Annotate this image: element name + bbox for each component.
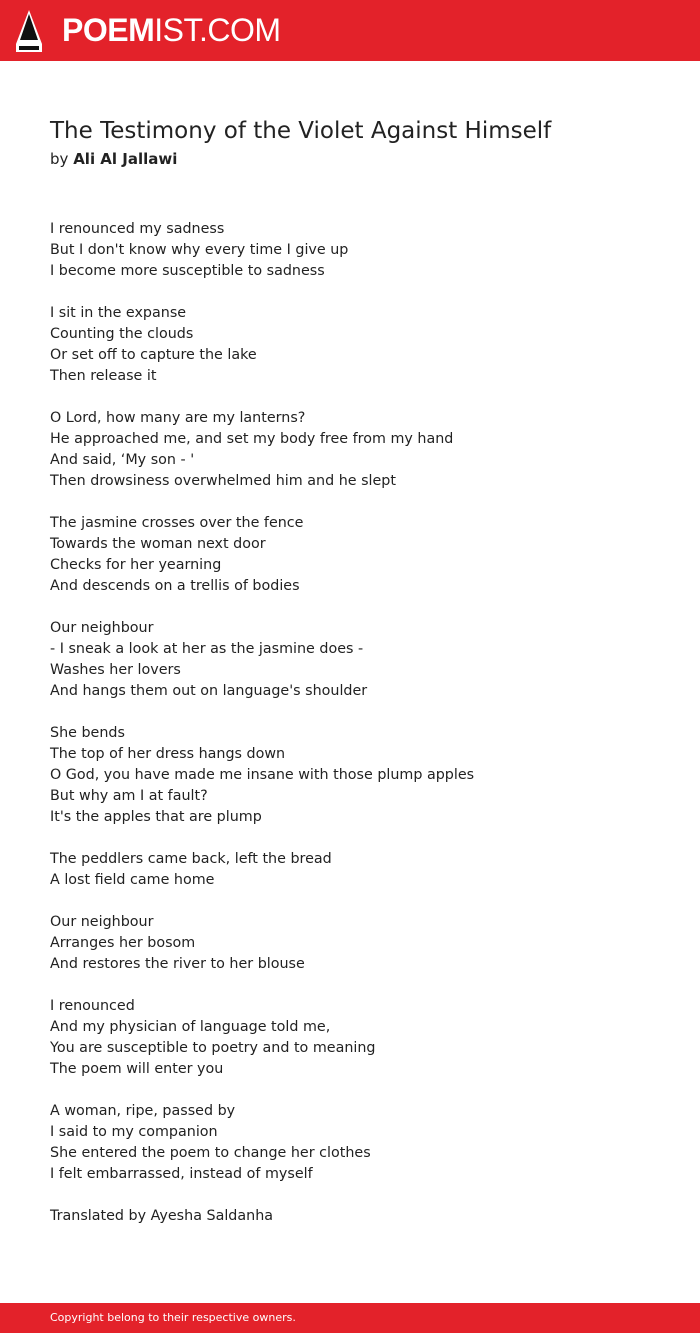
poem-line: The top of her dress hangs down xyxy=(50,746,286,762)
poem-line: And descends on a trellis of bodies xyxy=(50,578,300,594)
poem-line: And my physician of language told me, xyxy=(50,1019,331,1035)
poem-line: The jasmine crosses over the fence xyxy=(50,515,304,531)
poem-line: The peddlers came back, left the bread xyxy=(50,851,332,867)
translator-note: Translated by Ayesha Saldanha xyxy=(50,1208,274,1224)
poem-line: It's the apples that are plump xyxy=(50,809,262,825)
poem-line: She bends xyxy=(50,725,125,741)
poem-line: Arranges her bosom xyxy=(50,935,196,951)
poem-line: Our neighbour xyxy=(50,620,154,636)
stanza xyxy=(50,912,660,975)
poem-line: Checks for her yearning xyxy=(50,557,222,573)
poem-line: I renounced xyxy=(50,998,135,1014)
poem-line: Or set off to capture the lake xyxy=(50,347,257,363)
poem-line: O God, you have made me insane with those plump apples xyxy=(50,767,475,783)
stanza-list xyxy=(50,219,660,1185)
copyright-text: Copyright belong to their respective owners. xyxy=(50,1311,296,1324)
pencil-icon[interactable] xyxy=(16,10,42,52)
poem-line: A woman, ripe, passed by xyxy=(50,1103,236,1119)
poem-line: She entered the poem to change her clothes xyxy=(50,1145,371,1161)
poem-line: You are susceptible to poetry and to meaning xyxy=(50,1040,376,1056)
stanza xyxy=(50,996,660,1080)
poem-line: The poem will enter you xyxy=(50,1061,224,1077)
poem-line: Our neighbour xyxy=(50,914,154,930)
poem-line: A lost field came home xyxy=(50,872,215,888)
poem-line: And said, ‘My son - ' xyxy=(50,452,195,468)
logo-light-text: IST.COM xyxy=(154,12,281,48)
stanza xyxy=(50,513,660,597)
poem-line: Counting the clouds xyxy=(50,326,194,342)
poem-line: Then drowsiness overwhelmed him and he slept xyxy=(50,473,396,489)
poem-body xyxy=(50,219,660,1227)
poem-line: I become more susceptible to sadness xyxy=(50,263,325,279)
poem-line: He approached me, and set my body free from my hand xyxy=(50,431,454,447)
stanza xyxy=(50,618,660,702)
poem-line: But why am I at fault? xyxy=(50,788,208,804)
byline-prefix: by xyxy=(50,150,69,168)
site-logo[interactable] xyxy=(62,12,281,48)
stanza xyxy=(50,219,660,282)
poem-line: And restores the river to her blouse xyxy=(50,956,305,972)
poem-line: O Lord, how many are my lanterns? xyxy=(50,410,306,426)
poem-line: - I sneak a look at her as the jasmine does - xyxy=(50,641,364,657)
poem-line: Towards the woman next door xyxy=(50,536,266,552)
stanza xyxy=(50,1101,660,1185)
poem-line: I said to my companion xyxy=(50,1124,218,1140)
stanza xyxy=(50,849,660,891)
logo-bold-text: POEM xyxy=(62,12,155,48)
byline xyxy=(50,148,177,170)
poem-line: I felt embarrassed, instead of myself xyxy=(50,1166,313,1182)
poem-line: But I don't know why every time I give up xyxy=(50,242,349,258)
poem-line: Washes her lovers xyxy=(50,662,181,678)
stanza xyxy=(50,408,660,492)
poem-line: Then release it xyxy=(50,368,157,384)
poem-line: And hangs them out on language's shoulder xyxy=(50,683,368,699)
poem-title: The Testimony of the Violet Against Himself xyxy=(50,118,552,144)
site-header xyxy=(0,0,700,61)
poem-line: I sit in the expanse xyxy=(50,305,187,321)
poem-line: I renounced my sadness xyxy=(50,221,225,237)
site-footer xyxy=(0,1303,700,1333)
author-name: Ali Al Jallawi xyxy=(73,150,178,168)
stanza xyxy=(50,723,660,828)
stanza xyxy=(50,303,660,387)
